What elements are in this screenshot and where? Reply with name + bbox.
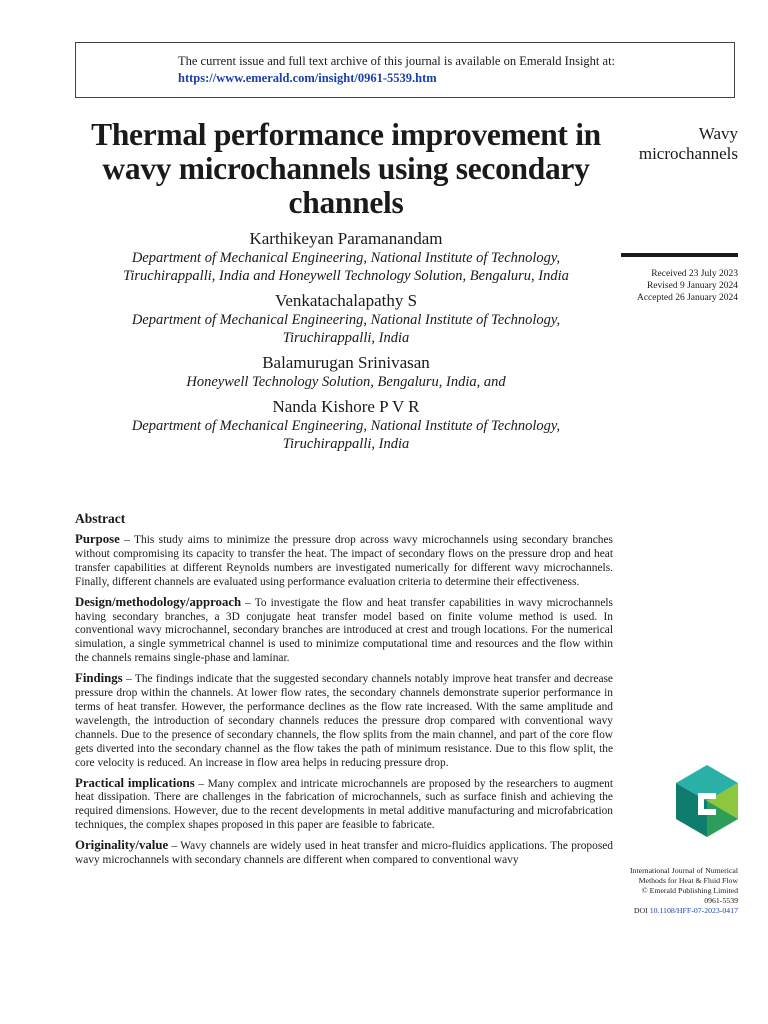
notice-text: The current issue and full text archive of this journal is available on Emerald Insight at: (178, 54, 616, 68)
abstract-findings (75, 672, 613, 770)
author-list (72, 229, 620, 459)
abstract-heading: Abstract (75, 511, 126, 526)
author-affiliation: Tiruchirappalli, India and Honeywell Technology Solution, Bengaluru, India (123, 268, 569, 284)
margin-rule (621, 253, 738, 257)
running-head-line-2: microchannels (638, 144, 738, 163)
author-affiliation: Honeywell Technology Solution, Bengaluru, India, and (186, 374, 506, 390)
running-head-line-1: Wavy (698, 124, 738, 143)
author-name: Venkatachalapathy S (274, 291, 418, 310)
author-name: Balamurugan Srinivasan (262, 353, 430, 372)
journal-name-line-1: International Journal of Numerical (629, 866, 738, 875)
abstract-label: Design/methodology/approach (75, 594, 242, 609)
abstract-label: Findings (75, 671, 123, 686)
abstract-purpose (75, 533, 613, 590)
author-name: Karthikeyan Paramanandam (249, 229, 443, 248)
author-block (72, 229, 620, 285)
abstract-label: Purpose (75, 532, 120, 546)
abstract-label: Practical implications (75, 775, 195, 790)
journal-link[interactable]: https://www.emerald.com/insight/0961-5539.htm (178, 71, 437, 85)
accepted-date: Accepted 26 January 2024 (636, 293, 738, 303)
crossmark-logo[interactable] (676, 765, 738, 837)
journal-info (600, 866, 738, 916)
abstract-text: – Many complex and intricate microchannels are proposed by the researchers to augment heat dissipation. There are challenges in the fabrication of microchannels, such as surface finish and achieving the required dimensions. However, due to the recent developments in metal additive manufacturing and microfabrication techniques, the complex shapes proposed in this paper are feasible to fabricate. (75, 777, 613, 832)
author-affiliation: Tiruchirappalli, India (282, 330, 410, 346)
abstract-label: Originality/value (75, 838, 169, 853)
author-block (72, 397, 620, 453)
journal-archive-notice (75, 42, 735, 98)
abstract (75, 511, 613, 874)
author-block (72, 353, 620, 391)
running-head (612, 124, 738, 164)
abstract-originality (75, 839, 613, 868)
author-affiliation: Department of Mechanical Engineering, National Institute of Technology, (131, 418, 561, 434)
doi-line (600, 906, 738, 916)
author-name: Nanda Kishore P V R (272, 397, 420, 416)
revised-date: Revised 9 January 2024 (646, 281, 738, 291)
received-date: Received 23 July 2023 (651, 269, 738, 279)
author-affiliation: Department of Mechanical Engineering, National Institute of Technology, (131, 250, 561, 266)
journal-name-line-2: Methods for Heat & Fluid Flow (638, 876, 738, 885)
abstract-text: – The findings indicate that the suggested secondary channels notably improve heat transfer and decrease pressure drop within the channels. At lower flow rates, the secondary channels demonstrate superior performance in terms of heat transfer. However, the performance declines as the flow rate increased. With the same amplitude and wavelength, the introduction of secondary channels reduces the pressure drop compared with conventional wavy channels. Due to the presence of secondary channels, the flow splits from the main channel, and part of the core flow gets diverted into the secondary channel as the flow takes the path of minimum resistance. Due to this flow split, the core velocity is reduced. An increase in flow area helps in reducing pressure drop. (75, 673, 613, 769)
abstract-design (75, 596, 613, 667)
article-dates (612, 268, 738, 304)
abstract-text: – This study aims to minimize the pressure drop across wavy microchannels using secondary branches without compromising its capacity to transfer the heat. The impact of secondary flows on the pressure drop and heat transfer capabilities at different Reynolds numbers are investigated numerically for different wavy microchannels. Finally, different channels are evaluated using performance evaluation criteria to determine their effectiveness. (75, 534, 613, 588)
abstract-text: – To investigate the flow and heat transfer capabilities in wavy microchannels having secondary branches, a 3D conjugate heat transfer model based on finite volume method is used. In conventional wavy microchannel, secondary branches are introduced at crest and trough locations. For the numerical simulation, a single symmetrical channel is used to minimize computational time and resources and the flow within the channels remains single-phase and laminar. (75, 596, 613, 665)
publisher-line: © Emerald Publishing Limited (641, 886, 738, 895)
author-block (72, 291, 620, 347)
doi-label: DOI (633, 906, 648, 915)
author-affiliation: Tiruchirappalli, India (282, 436, 410, 452)
abstract-practical (75, 777, 613, 834)
crossmark-icon (676, 765, 738, 837)
author-affiliation: Department of Mechanical Engineering, National Institute of Technology, (131, 312, 561, 328)
abstract-text: – Wavy channels are widely used in heat transfer and micro-fluidics applications. The proposed wavy microchannels with secondary channels are different when compared to conventional wavy (75, 840, 613, 867)
paper-title: Thermal performance improvement in wavy microchannels using secondary channels (91, 117, 601, 220)
doi-link[interactable]: 10.1108/HFF-07-2023-0417 (649, 906, 738, 915)
issn-line: 0961-5539 (704, 896, 738, 905)
